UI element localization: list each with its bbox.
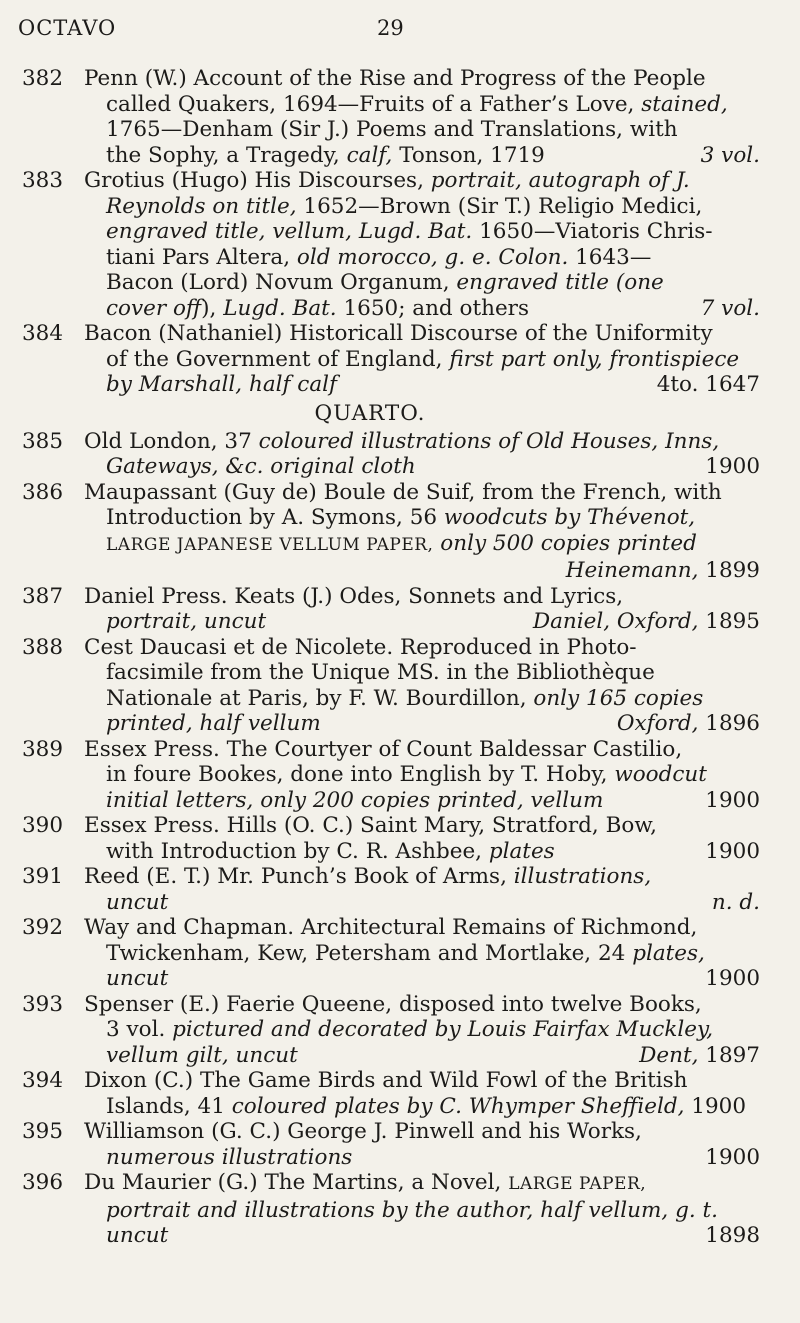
entry-text: only 500 copies printed: [440, 530, 697, 556]
entry-text: pictured and decorated by Louis Fairfax Muckley,: [172, 1017, 714, 1042]
entry-text: Oxford,: [616, 711, 699, 736]
entry-text: 1899: [698, 558, 760, 583]
catalogue-entry: [0, 480, 800, 584]
entry-line: [84, 194, 760, 220]
entry-line: [84, 454, 760, 480]
entry-line: [84, 711, 760, 737]
entry-text: by Marshall, half calf: [106, 372, 337, 397]
entry-text: calf,: [346, 142, 393, 168]
entry-line: [84, 941, 760, 967]
entry-text: engraved title (one: [456, 270, 664, 295]
entry-text: 1652—Brown (Sir T.) Religio Medici,: [296, 193, 703, 219]
entry-text: portrait, autograph of J.: [430, 168, 690, 193]
entry-text: woodcuts by Thévenot,: [443, 505, 696, 530]
entry-text: Lugd. Bat.: [223, 295, 337, 321]
catalogue-entry: [0, 66, 800, 168]
catalogue-entry: [0, 737, 800, 814]
lot-number: 385: [22, 428, 64, 454]
entry-text: Reynolds on title,: [106, 193, 297, 219]
entry-text: 1650—Viatoris Chris-: [472, 219, 713, 244]
entry-text: [574, 1094, 581, 1119]
entry-text: Cest Daucasi et de Nicolete. Reproduced in Photo-: [84, 634, 637, 660]
entry-text: LARGE JAPANESE VELLUM PAPER,: [106, 534, 434, 555]
entry-line: [84, 1198, 760, 1224]
catalogue-entry: [0, 915, 800, 992]
entry-text: tiani Pars Altera,: [106, 244, 297, 270]
catalogue-entry: [0, 584, 800, 635]
entry-text: coloured plates by C. Whymper: [231, 1093, 575, 1119]
entry-text: 1900: [705, 1144, 760, 1170]
entry-text: Sheffield,: [580, 1093, 685, 1119]
entry-text: initial letters, only 200 copies printed, vellum: [106, 787, 604, 813]
entry-text: LARGE PAPER,: [508, 1174, 647, 1194]
entry-line: [84, 966, 760, 992]
entry-text: called Quakers, 1694—Fruits of a Father’s Love,: [106, 91, 642, 117]
entry-text: Essex Press. The Courtyer of Count Baldessar Castilio,: [84, 736, 683, 762]
entry-text: old morocco, g. e. Colon.: [296, 244, 569, 270]
lot-number: 386: [22, 479, 64, 505]
catalogue-entry: [0, 429, 800, 480]
entry-line: [84, 788, 760, 814]
catalogue-entry: [0, 864, 800, 915]
entry-text: in foure Bookes, done into English by T. Hoby,: [106, 762, 615, 787]
section-title: OCTAVO: [18, 16, 117, 40]
entry-text: 1765—Denham (Sir J.) Poems and Translations, with: [106, 117, 678, 142]
entry-text: Bacon (Nathaniel) Historicall Discourse of the Uniformity: [84, 321, 713, 346]
lot-number: 384: [22, 321, 64, 346]
section-heading: QUARTO.: [314, 400, 426, 426]
entry-text: 1898: [705, 1223, 760, 1248]
entry-text: uncut: [106, 1223, 169, 1248]
entry-text: 1900: [705, 787, 760, 813]
entry-text: Daniel Press. Keats (J.) Odes, Sonnets and Lyrics,: [84, 583, 624, 609]
entry-text: 3 vol.: [106, 1017, 173, 1042]
entry-line: [84, 1043, 760, 1069]
lot-number: 382: [22, 66, 64, 91]
entry-text: of the Government of England,: [106, 346, 450, 372]
entry-line: [84, 347, 760, 373]
entry-text: Tonson, 1719: [392, 142, 545, 168]
entry-text: Dent,: [639, 1042, 699, 1068]
entry-text: woodcut: [614, 762, 707, 787]
entry-text: Introduction by A. Symons, 56: [106, 505, 444, 530]
entry-line: [84, 839, 760, 865]
entry-text: first part only, frontispiece: [449, 346, 740, 372]
entry-line: [84, 505, 760, 531]
lot-number: 395: [22, 1119, 64, 1144]
entry-text: 1897: [698, 1042, 760, 1068]
entry-text: Heinemann,: [565, 558, 699, 583]
entry-text: Nationale at Paris, by F. W. Bourdillon,: [106, 685, 534, 711]
lot-number: 393: [22, 991, 64, 1017]
entry-text: Twickenham, Kew, Petersham and Mortlake, 24: [106, 940, 633, 966]
entry-text: Maupassant (Guy de) Boule de Suif, from the French, with: [84, 479, 722, 505]
entry-text: n. d.: [711, 889, 760, 915]
page-header: [0, 16, 800, 56]
catalogue-entry: [0, 635, 800, 737]
catalogue-entry: [0, 992, 800, 1069]
entry-line: [84, 245, 760, 271]
entry-text: ),: [201, 295, 224, 321]
entry-line: [84, 429, 760, 455]
entry-text: only 165 copies: [533, 685, 704, 711]
entry-text: uncut: [106, 889, 169, 915]
entry-text: 7 vol.: [700, 295, 760, 321]
entry-text: Spenser (E.) Faerie Queene, disposed into twelve Books,: [84, 991, 702, 1017]
entry-text: illustrations,: [513, 864, 652, 889]
entry-line: [84, 531, 760, 559]
entry-text: Way and Chapman. Architectural Remains of Richmond,: [84, 915, 698, 940]
entry-line: [84, 219, 760, 245]
entry-text: Du Maurier (G.) The Martins, a Novel,: [84, 1170, 509, 1195]
entry-text: Williamson (G. C.) George J. Pinwell and his Works,: [84, 1119, 642, 1144]
entry-text: Daniel, Oxford,: [532, 609, 699, 634]
catalogue-entry: [0, 1170, 800, 1249]
entry-line: [84, 296, 760, 322]
entry-text: 1650; and others: [336, 295, 529, 321]
lot-number: 396: [22, 1170, 64, 1195]
entry-text: Reed (E. T.) Mr. Punch’s Book of Arms,: [84, 864, 514, 889]
lot-number: 383: [22, 168, 64, 193]
entry-text: 1900: [705, 454, 760, 479]
entry-text: vellum gilt, uncut: [106, 1042, 298, 1068]
entry-text: plates: [488, 838, 555, 864]
entry-text: 1900: [705, 966, 760, 991]
entry-text: Islands, 41: [106, 1093, 232, 1119]
entry-line: [84, 864, 760, 890]
catalogue-entry: [0, 321, 800, 398]
entry-text: Essex Press. Hills (O. C.) Saint Mary, Stratford, Bow,: [84, 813, 658, 838]
entry-line: [84, 1145, 760, 1171]
lot-number: 389: [22, 736, 64, 762]
entry-text: printed, half vellum: [106, 711, 321, 736]
entry-text: Old London, 37: [84, 428, 259, 454]
entry-text: with Introduction by C. R. Ashbee,: [106, 838, 489, 864]
entry-text: 1895: [698, 609, 760, 634]
entry-line: [84, 762, 760, 788]
entry-line: [84, 270, 760, 296]
entry-text: 1900: [705, 838, 760, 864]
entry-text: portrait and illustrations by the author, half vellum, g. t.: [106, 1197, 718, 1223]
entry-text: numerous illustrations: [106, 1144, 353, 1170]
entry-line: [84, 1017, 760, 1043]
entry-text: engraved title, vellum, Lugd. Bat.: [106, 219, 473, 244]
entry-text: Grotius (Hugo) His Discourses,: [84, 168, 431, 193]
entry-text: coloured illustrations of Old Houses, Inns,: [258, 428, 720, 454]
entry-line: [84, 1223, 760, 1249]
lot-number: 387: [22, 583, 64, 609]
catalogue-entry: [0, 168, 800, 321]
entry-text: cover off: [106, 295, 202, 321]
entry-line: [84, 372, 760, 398]
entry-text: Penn (W.) Account of the Rise and Progress of the People: [84, 66, 706, 91]
lot-number: 394: [22, 1068, 64, 1093]
catalogue-entry: [0, 1119, 800, 1170]
entry-text: Dixon (C.) The Game Birds and Wild Fowl of the British: [84, 1068, 688, 1093]
entry-text: 1643—: [568, 244, 652, 270]
entry-line: [84, 1094, 760, 1120]
entry-text: 4to. 1647: [656, 372, 760, 397]
entry-text: uncut: [106, 966, 169, 991]
entry-text: stained,: [641, 91, 728, 117]
entry-line: [84, 686, 760, 712]
page-number: 29: [377, 16, 404, 40]
entry-line: [84, 609, 760, 635]
entry-text: the Sophy, a Tragedy,: [106, 142, 347, 168]
entry-text: Bacon (Lord) Novum Organum,: [106, 270, 457, 295]
entry-text: 1900: [684, 1093, 747, 1119]
lot-number: 392: [22, 915, 64, 940]
lot-number: 388: [22, 634, 64, 660]
catalogue-entry: [0, 1068, 800, 1119]
entry-line: [84, 890, 760, 916]
lot-number: 391: [22, 864, 64, 889]
entry-line: [84, 168, 760, 194]
entry-text: portrait, uncut: [106, 609, 267, 634]
entry-text: 1896: [698, 711, 760, 736]
lot-number: 390: [22, 813, 64, 838]
entry-text: Gateways, &c. original cloth: [106, 454, 416, 479]
entry-line: [84, 558, 760, 584]
catalogue-list: [0, 66, 800, 1249]
entry-text: plates,: [632, 940, 705, 966]
entry-line: [84, 92, 760, 118]
entry-line: [84, 1170, 760, 1198]
entry-text: 3 vol.: [700, 142, 760, 168]
entry-text: facsimile from the Unique MS. in the Bibliothèque: [106, 660, 655, 685]
entry-line: [84, 143, 760, 169]
catalogue-entry: [0, 813, 800, 864]
